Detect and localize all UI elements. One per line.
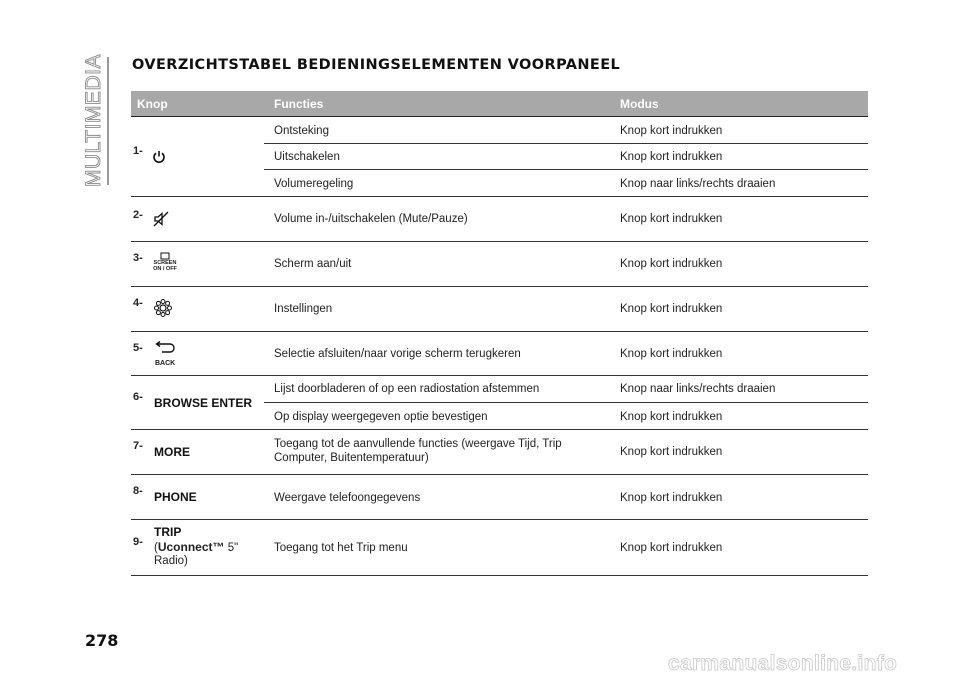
function-text: Lijst doorbladeren of op een radiostation afstemmen <box>274 383 540 395</box>
function-text: Volume in-/uitschakelen (Mute/Pauze) <box>274 213 468 225</box>
page-title: OVERZICHTSTABEL BEDIENINGSELEMENTEN VOORPANEEL <box>132 57 621 73</box>
back-arrow-icon <box>153 341 179 367</box>
on-off-icon-label: ON / OFF <box>153 266 177 272</box>
screen-icon-label: SCREEN <box>153 260 177 266</box>
power-icon <box>152 150 166 169</box>
trip-label-line2: (Uconnect™ 5" <box>154 540 239 554</box>
browse-enter-label: BROWSE ENTER <box>154 396 253 410</box>
table-header <box>131 91 868 117</box>
more-label: MORE <box>154 445 190 459</box>
mode-text: Knop kort indrukken <box>620 213 723 225</box>
section-divider <box>107 57 109 185</box>
row-number: 8- <box>133 485 143 497</box>
function-text-line2: Computer, Buitentemperatuur) <box>274 452 429 464</box>
function-text: Uitschakelen <box>274 151 340 163</box>
row-number: 1- <box>133 145 143 157</box>
row-number: 4- <box>133 297 143 309</box>
function-text-line1: Toegang tot de aanvullende functies (weergave Tijd, Trip <box>274 438 562 450</box>
row-number: 5- <box>133 342 143 354</box>
trip-label: TRIP <box>154 525 182 539</box>
header-modus: Modus <box>620 97 659 111</box>
mode-text: Knop kort indrukken <box>620 411 723 423</box>
header-functies: Functies <box>274 97 324 111</box>
screen-on-off-icon <box>152 252 178 272</box>
function-text: Selectie afsluiten/naar vorige scherm terugkeren <box>274 348 521 360</box>
function-text: Weergave telefoongegevens <box>274 492 421 504</box>
function-text: Instellingen <box>274 303 333 315</box>
mode-text: Knop kort indrukken <box>620 492 723 504</box>
mode-text: Knop naar links/rechts draaien <box>620 178 776 190</box>
function-text: Ontsteking <box>274 125 329 137</box>
mode-text: Knop kort indrukken <box>620 303 723 315</box>
settings-gear-icon <box>153 298 173 323</box>
function-text: Scherm aan/uit <box>274 258 352 270</box>
watermark: carmanualsonline.info <box>668 652 898 675</box>
uconnect-brand: Uconnect™ <box>157 540 225 554</box>
row-number: 3- <box>133 252 143 264</box>
row-number: 7- <box>133 440 143 452</box>
row-number: 9- <box>133 536 143 548</box>
page-number: 278 <box>85 631 119 650</box>
row-number: 2- <box>133 209 143 221</box>
function-text: Op display weergegeven optie bevestigen <box>274 411 488 423</box>
mode-text: Knop kort indrukken <box>620 542 723 554</box>
trip-label-line3: Radio) <box>154 555 188 567</box>
mute-speaker-icon <box>153 211 169 232</box>
function-text: Toegang tot het Trip menu <box>274 542 408 554</box>
mode-text: Knop kort indrukken <box>620 258 723 270</box>
mode-text: Knop naar links/rechts draaien <box>620 383 776 395</box>
mode-text: Knop kort indrukken <box>620 125 723 137</box>
mode-text: Knop kort indrukken <box>620 446 723 458</box>
phone-label: PHONE <box>154 490 197 504</box>
mode-text: Knop kort indrukken <box>620 348 723 360</box>
header-knop: Knop <box>137 97 168 111</box>
section-label: MULTIMEDIA <box>82 54 105 187</box>
function-text: Volumeregeling <box>274 178 354 190</box>
mode-text: Knop kort indrukken <box>620 151 723 163</box>
back-icon-label: BACK <box>155 360 176 367</box>
row-number: 6- <box>133 391 143 403</box>
